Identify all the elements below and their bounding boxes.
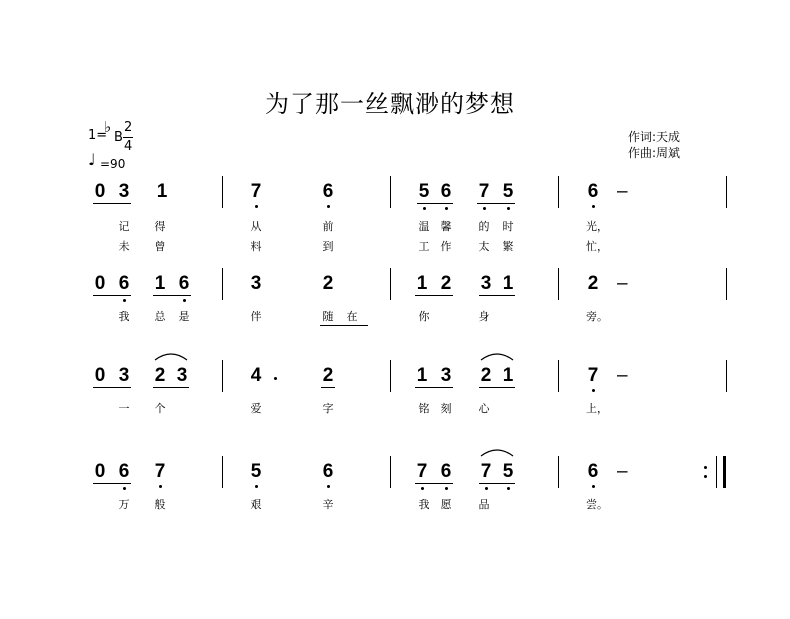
jianpu-note: 3 [440, 365, 452, 386]
lyric-char: 万 [118, 498, 130, 511]
jianpu-note: 0 [94, 181, 106, 202]
repeat-dot [704, 475, 707, 478]
octave-dot-low [123, 487, 126, 490]
lyric-char: 前 [322, 220, 334, 233]
jianpu-note: 3 [250, 273, 262, 294]
jianpu-note: 1 [502, 273, 514, 294]
lyric-char: 忙， [586, 240, 608, 253]
beam-underline [93, 483, 131, 484]
lyric-char: 时 [502, 220, 514, 233]
jianpu-note: 7 [250, 181, 262, 202]
time-signature-bottom: 4 [124, 139, 133, 154]
jianpu-note: 1 [416, 365, 428, 386]
barline [390, 456, 391, 488]
barline [222, 176, 223, 208]
octave-dot-low [255, 205, 258, 208]
jianpu-note: 6 [587, 181, 599, 202]
octave-dot-low [421, 487, 424, 490]
beam-underline [479, 483, 515, 484]
lyric-char: 铭 [418, 402, 430, 415]
lyric-char: 记 [118, 220, 130, 233]
jianpu-note: 3 [480, 273, 492, 294]
lyric-char: 你 [418, 310, 430, 323]
jianpu-note: 7 [480, 461, 492, 482]
jianpu-note: 2 [154, 365, 166, 386]
beam-underline [321, 387, 335, 388]
barline [558, 176, 559, 208]
beam-underline [93, 203, 131, 204]
jianpu-note: 5 [502, 461, 514, 482]
lyric-char: 温 [418, 220, 430, 233]
barline [726, 360, 727, 392]
lyric-char: 我 [118, 310, 130, 323]
lyric-char: 般 [154, 498, 166, 511]
lyric-char: 总 [154, 310, 166, 323]
lyricist-credit: 作词:天成 [628, 130, 681, 144]
octave-dot-low [485, 487, 488, 490]
barline [558, 268, 559, 300]
lyric-char: 身 [478, 310, 490, 323]
octave-dot-low [255, 485, 258, 488]
beam-underline [479, 295, 515, 296]
lyric-char: 未 [118, 240, 130, 253]
beam-underline [153, 387, 189, 388]
beam-underline [153, 295, 191, 296]
barline [222, 456, 223, 488]
lyric-char: 字 [322, 402, 334, 415]
jianpu-note: 6 [118, 273, 130, 294]
time-signature-bar [123, 137, 133, 138]
jianpu-note: 1 [416, 273, 428, 294]
lyric-char: 伴 [250, 310, 262, 323]
lyric-char: 上， [586, 402, 608, 415]
tempo-value: =90 [100, 157, 126, 171]
lyric-char: 的 [478, 220, 490, 233]
lyric-char: 刻 [440, 402, 452, 415]
octave-dot-low [592, 485, 595, 488]
beam-underline [93, 295, 131, 296]
octave-dot-low [159, 485, 162, 488]
slur-arc [481, 352, 513, 362]
octave-dot-low [592, 205, 595, 208]
lyric-char: 愿 [440, 498, 452, 511]
beam-underline [415, 387, 453, 388]
jianpu-note: 6 [118, 461, 130, 482]
composer-credit: 作曲:周斌 [628, 146, 681, 160]
lyric-char: 料 [250, 240, 262, 253]
lyric-char: 馨 [440, 220, 452, 233]
jianpu-note: 7 [416, 461, 428, 482]
flat-symbol: ♭ [104, 118, 112, 136]
octave-dot-low [507, 207, 510, 210]
barline [726, 268, 727, 300]
beam-underline [93, 387, 131, 388]
lyric-char: 得 [154, 220, 166, 233]
lyric-char: 我 [418, 498, 430, 511]
barline [222, 268, 223, 300]
lyric-char: 太 [478, 240, 490, 253]
lyric-char: 心 [478, 402, 490, 415]
jianpu-note: 0 [94, 365, 106, 386]
lyric-char: 是 [178, 310, 190, 323]
barline [726, 176, 727, 208]
octave-dot-low [445, 487, 448, 490]
barline [390, 268, 391, 300]
jianpu-note: 1 [502, 365, 514, 386]
jianpu-note: 3 [118, 365, 130, 386]
slur-arc [481, 448, 513, 458]
sustain-dash: – [617, 461, 628, 482]
octave-dot-low [123, 299, 126, 302]
lyric-char: 从 [250, 220, 262, 233]
beam-underline [479, 387, 515, 388]
beam-underline [415, 295, 453, 296]
jianpu-note: 3 [176, 365, 188, 386]
barline [390, 360, 391, 392]
lyric-char: 个 [154, 402, 166, 415]
jianpu-note: 6 [440, 181, 452, 202]
lyric-char: 辛 [322, 498, 334, 511]
jianpu-note: 6 [322, 181, 334, 202]
lyric-char: 工 [418, 240, 430, 253]
jianpu-note: 6 [178, 273, 190, 294]
jianpu-note: 6 [587, 461, 599, 482]
lyric-char: 在 [346, 310, 358, 323]
jianpu-note: 6 [322, 461, 334, 482]
octave-dot-low [327, 205, 330, 208]
octave-dot-low [507, 487, 510, 490]
key-letter: B [114, 130, 123, 145]
lyric-char: 一 [118, 402, 130, 415]
jianpu-note: 0 [94, 461, 106, 482]
beam-underline [477, 203, 515, 204]
lyric-char: 作 [440, 240, 452, 253]
jianpu-note: 6 [440, 461, 452, 482]
sustain-dash: – [617, 365, 628, 386]
lyric-char: 繁 [502, 240, 514, 253]
octave-dot-low [445, 207, 448, 210]
jianpu-note: 4 [250, 365, 262, 386]
lyric-underline [320, 325, 368, 326]
jianpu-note: 1 [156, 181, 168, 202]
jianpu-note: 1 [154, 273, 166, 294]
lyric-char: 随 [322, 310, 334, 323]
lyric-char: 旁。 [586, 310, 608, 323]
octave-dot-low [592, 389, 595, 392]
repeat-dot [704, 466, 707, 469]
lyric-char: 曾 [154, 240, 166, 253]
lyric-char: 到 [322, 240, 334, 253]
jianpu-note: 2 [587, 273, 599, 294]
barline [716, 456, 717, 488]
beam-underline [417, 203, 453, 204]
sustain-dash: – [617, 273, 628, 294]
jianpu-note: 7 [587, 365, 599, 386]
octave-dot-low [423, 207, 426, 210]
barline [390, 176, 391, 208]
lyric-char: 品 [478, 498, 490, 511]
octave-dot-low [183, 299, 186, 302]
lyric-char: 艰 [250, 498, 262, 511]
jianpu-note: 5 [502, 181, 514, 202]
jianpu-note: 2 [322, 365, 334, 386]
augmentation-dot [274, 377, 277, 380]
barline [558, 456, 559, 488]
jianpu-note: 0 [94, 273, 106, 294]
jianpu-note: 5 [418, 181, 430, 202]
jianpu-note: 2 [440, 273, 452, 294]
song-title: 为了那一丝飘渺的梦想 [265, 90, 515, 118]
jianpu-note: 5 [250, 461, 262, 482]
lyric-char: 爱 [250, 402, 262, 415]
octave-dot-low [327, 485, 330, 488]
beam-underline [415, 483, 453, 484]
key-prefix: 1= [88, 128, 108, 143]
jianpu-note: 7 [478, 181, 490, 202]
quarter-note-icon: ♩ [88, 150, 96, 169]
final-barline [723, 456, 726, 488]
jianpu-note: 7 [154, 461, 166, 482]
time-signature-top: 2 [124, 120, 133, 135]
jianpu-note: 2 [322, 273, 334, 294]
jianpu-note: 3 [118, 181, 130, 202]
barline [558, 360, 559, 392]
slur-arc [155, 352, 187, 362]
lyric-char: 光， [586, 220, 608, 233]
sustain-dash: – [617, 181, 628, 202]
barline [222, 360, 223, 392]
jianpu-note: 2 [480, 365, 492, 386]
lyric-char: 尝。 [586, 498, 608, 511]
octave-dot-low [483, 207, 486, 210]
